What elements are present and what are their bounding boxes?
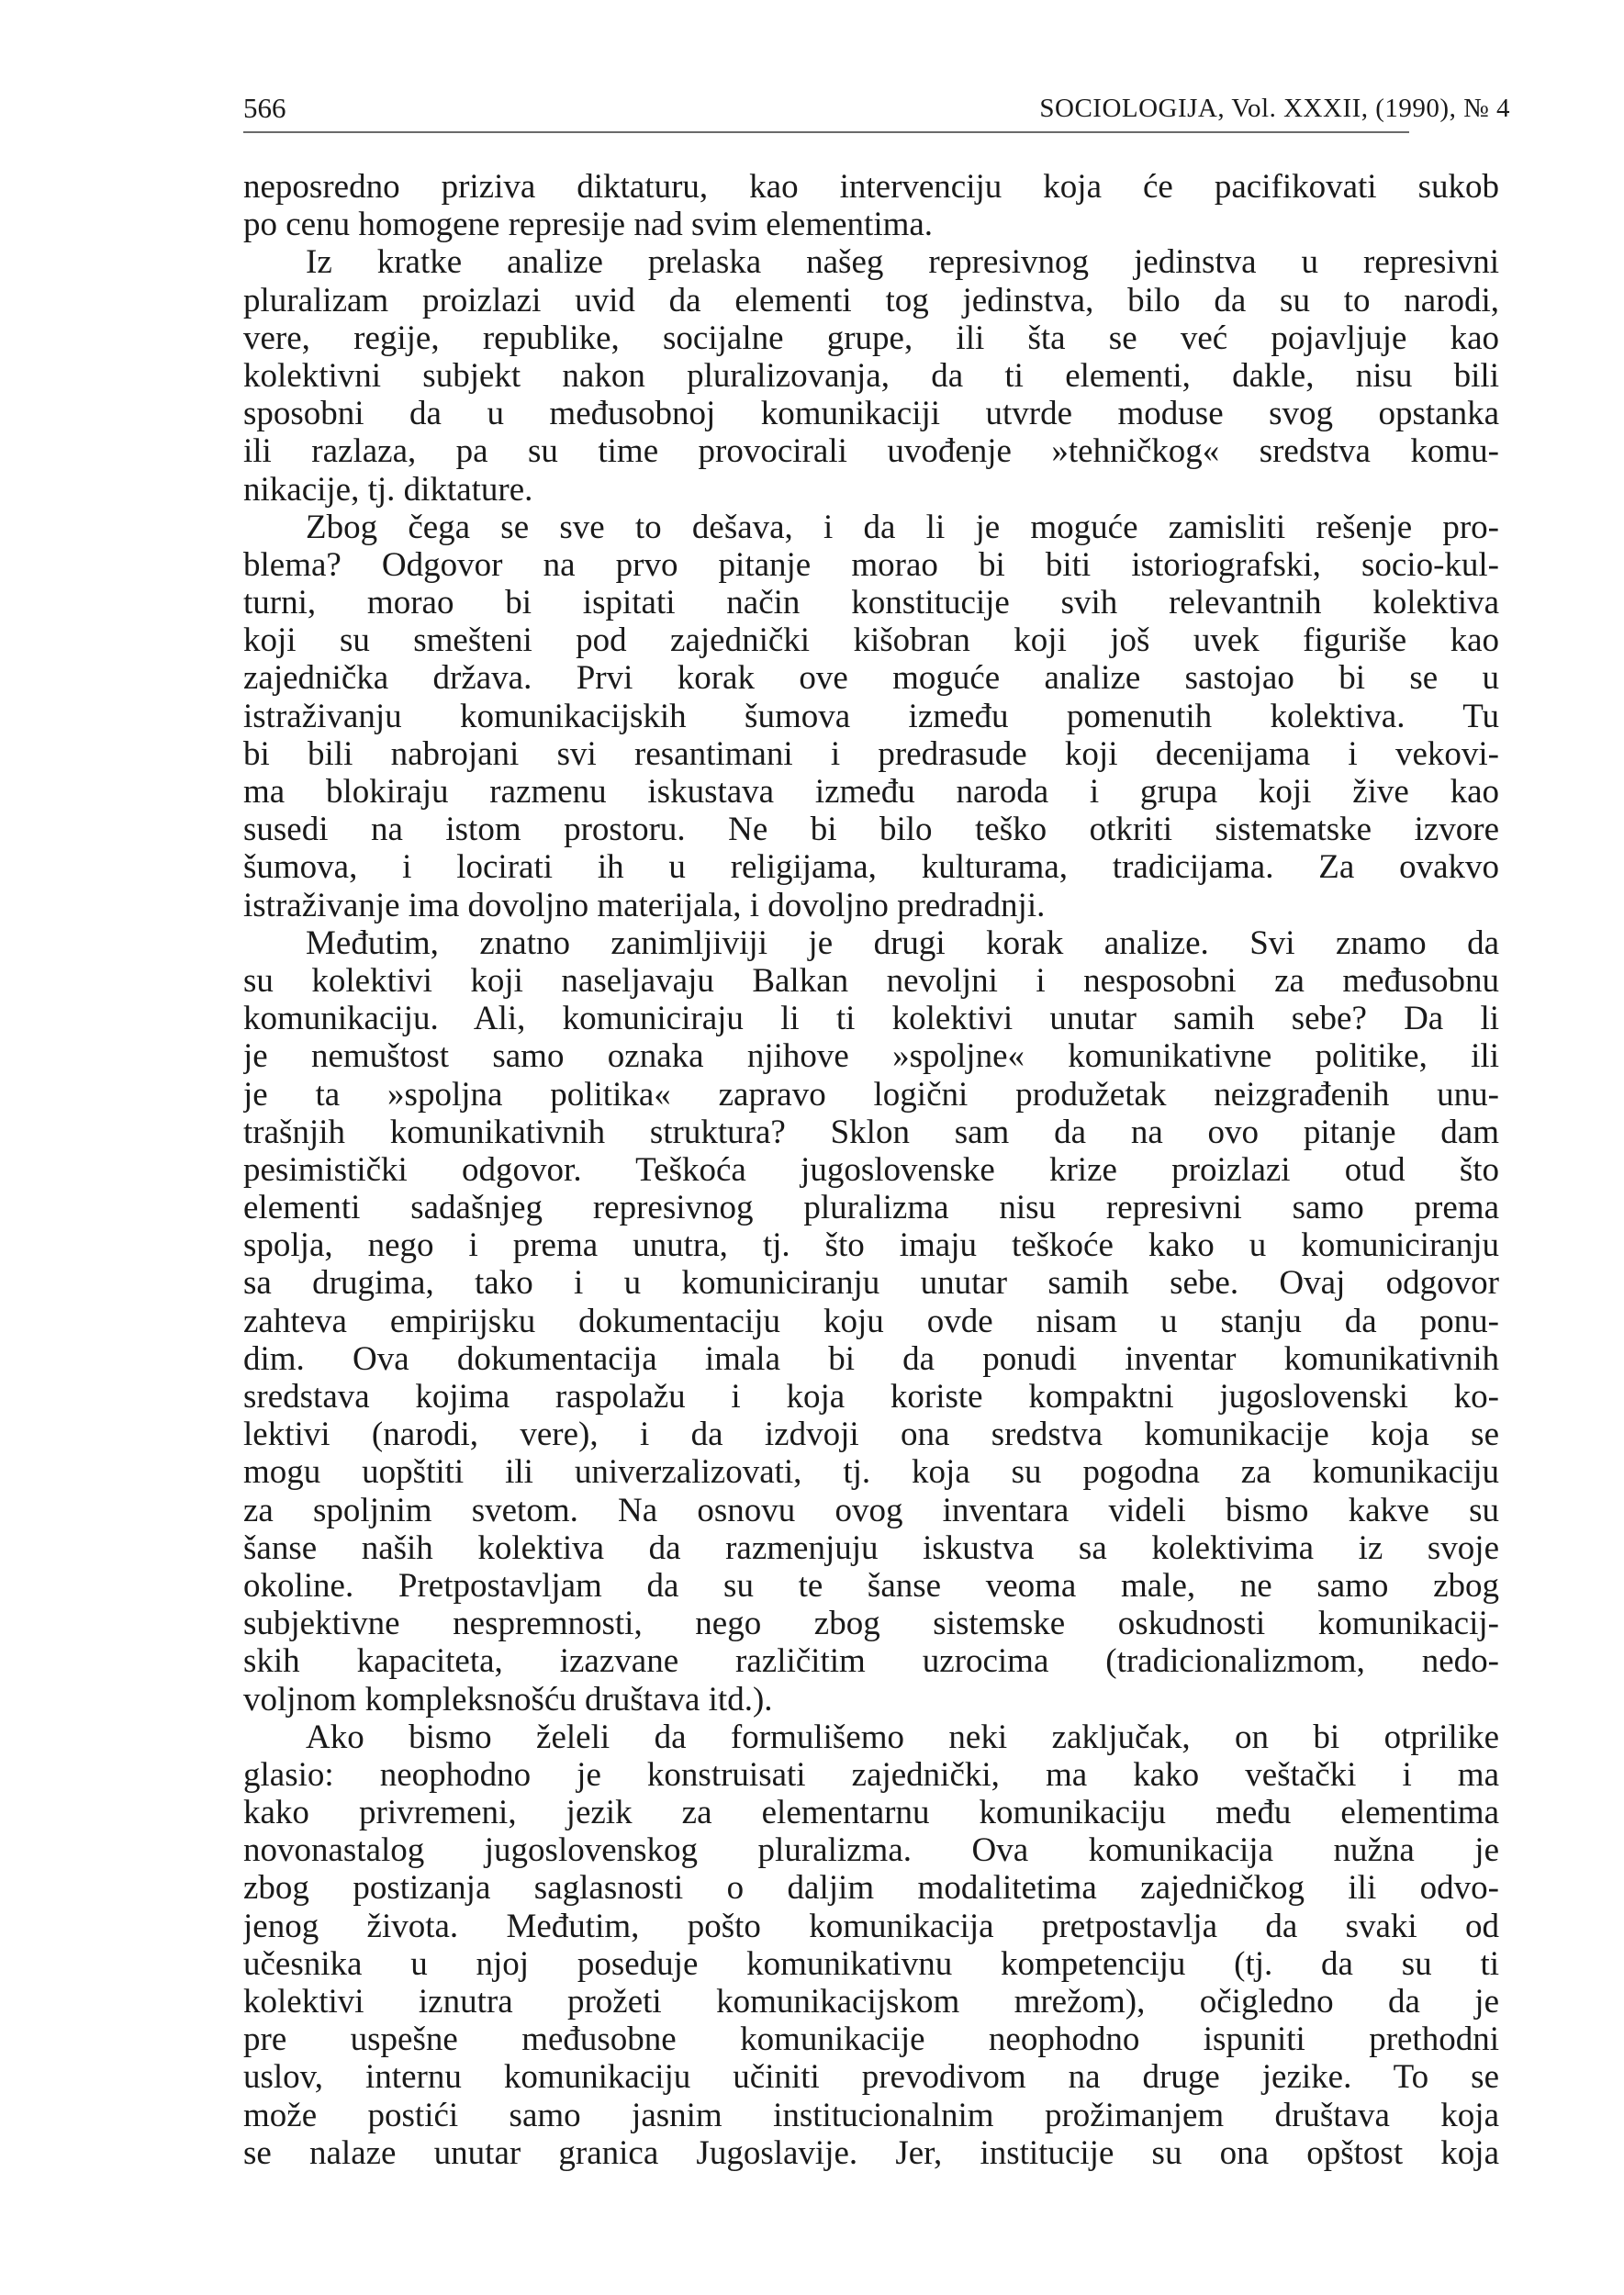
text-line: učesnika u njoj poseduje komunikativnu kompetenciju (tj. da su ti (243, 1944, 1499, 1983)
paragraph (243, 1718, 1499, 2172)
header-rule (243, 131, 1409, 133)
text-line: uslov, internu komunikaciju učiniti prevodivom na druge jezike. To se (243, 2058, 1499, 2097)
text-line: okoline. Pretpostavljam da su te šanse veoma male, ne samo zbog (243, 1566, 1499, 1605)
text-line: može postići samo jasnim institucionalnim prožimanjem društava koja (243, 2096, 1499, 2134)
text-line: elementi sadašnjeg represivnog pluralizma nisu represivni samo prema (243, 1189, 1499, 1227)
text-line: zbog postizanja saglasnosti o daljim modalitetima zajedničkog ili odvo- (243, 1869, 1499, 1908)
text-line: nikacije, tj. diktature. (243, 470, 533, 509)
page-header (243, 92, 1510, 129)
text-line: lektivi (narodi, vere), i da izdvoji ona sredstva komunikacije koja se (243, 1416, 1499, 1454)
paragraph (243, 243, 1499, 508)
text-line: dim. Ova dokumentacija imala bi da ponudi inventar komunikativnih (243, 1339, 1499, 1378)
text-line: sredstava kojima raspolažu i koja koriste kompaktni jugoslovenski ko- (243, 1378, 1499, 1416)
text-line: voljnom kompleksnošću društava itd.). (243, 1680, 773, 1718)
text-line: novonastalog jugoslovenskog pluralizma. Ova komunikacija nužna je (243, 1831, 1499, 1870)
text-line: jenog života. Međutim, pošto komunikacija pretpostavlja da svaki od (243, 1907, 1499, 1945)
text-line: turni, morao bi ispitati način konstitucije svih relevantnih kolektiva (243, 584, 1499, 622)
text-line: susedi na istom prostoru. Ne bi bilo teško otkriti sistematske izvore (243, 811, 1499, 849)
text-line: istraživanje ima dovoljno materijala, i dovoljno predradnji. (243, 886, 1046, 924)
body-text (243, 168, 1499, 2172)
text-line: koji su smešteni pod zajednički kišobran koji još uvek figuriše kao (243, 621, 1499, 660)
text-line: glasio: neophodno je konstruisati zajednički, ma kako veštački i ma (243, 1755, 1499, 1794)
text-line: kako privremeni, jezik za elementarnu komunikaciju među elementima (243, 1794, 1499, 1832)
text-line: se nalaze unutar granica Jugoslavije. Jer, institucije su ona opštost koja (243, 2133, 1499, 2172)
text-line: za spoljnim svetom. Na osnovu ovog inventara videli bismo kakve su (243, 1491, 1499, 1529)
text-line: spolja, nego i prema unutra, tj. što imaju teškoće kako u komuniciranju (243, 1226, 1499, 1265)
text-line: Međutim, znatno zanimljiviji je drugi korak analize. Svi znamo da (306, 924, 1499, 962)
text-line: sposobni da u međusobnoj komunikaciji utvrde moduse svog opstanka (243, 395, 1499, 433)
paragraph (243, 924, 1499, 1718)
text-line: mogu uopštiti ili univerzalizovati, tj. koja su pogodna za komunikaciju (243, 1453, 1499, 1492)
paragraph (243, 168, 1499, 243)
text-line: kolektivni subjekt nakon pluralizovanja, da ti elementi, dakle, nisu bili (243, 356, 1499, 395)
text-line: ma blokiraju razmenu iskustava između naroda i grupa koji žive kao (243, 773, 1499, 811)
text-line: je nemuštost samo oznaka njihove »spoljne« komunikativne politike, ili (243, 1037, 1499, 1076)
text-line: šanse naših kolektiva da razmenjuju iskustva sa kolektivima iz svoje (243, 1528, 1499, 1567)
running-head: SOCIOLOGIJA, Vol. XXXII, (1990), № 4 (1039, 94, 1510, 123)
text-line: trašnjih komunikativnih struktura? Sklon sam da na ovo pitanje dam (243, 1113, 1499, 1151)
text-line: bi bili nabrojani svi resantimani i predrasude koji decenijama i vekovi- (243, 734, 1499, 773)
text-line: subjektivne nespremnosti, nego zbog sistemske oskudnosti komunikacij- (243, 1605, 1499, 1643)
text-line: pesimistički odgovor. Teškoća jugoslovenske krize proizlazi otud što (243, 1150, 1499, 1189)
text-line: Zbog čega se sve to dešava, i da li je moguće zamisliti rešenje pro- (306, 508, 1499, 546)
text-line: vere, regije, republike, socijalne grupe, ili šta se već pojavljuje kao (243, 319, 1499, 357)
paragraph (243, 509, 1499, 924)
text-line: zahteva empirijsku dokumentaciju koju ovde nisam u stanju da ponu- (243, 1302, 1499, 1340)
text-line: je ta »spoljna politika« zapravo logični produžetak neizgrađenih unu- (243, 1075, 1499, 1114)
text-line: pluralizam proizlazi uvid da elementi tog jedinstva, bilo da su to narodi, (243, 281, 1499, 319)
text-line: kolektivi iznutra prožeti komunikacijskom mrežom), očigledno da je (243, 1983, 1499, 2021)
text-line: Ako bismo želeli da formulišemo neki zaključak, on bi otprilike (306, 1718, 1499, 1756)
text-line: ili razlaza, pa su time provocirali uvođenje »tehničkog« sredstva komu- (243, 432, 1499, 471)
text-line: neposredno priziva diktaturu, kao intervenciju koja će pacifikovati sukob (243, 168, 1499, 206)
text-line: skih kapaciteta, izazvane različitim uzrocima (tradicionalizmom, nedo- (243, 1642, 1499, 1681)
text-line: po cenu homogene represije nad svim elementima. (243, 206, 934, 244)
text-line: sa drugima, tako i u komuniciranju unutar samih sebe. Ovaj odgovor (243, 1264, 1499, 1303)
text-line: su kolektivi koji naseljavaju Balkan nevoljni i nesposobni za međusobnu (243, 961, 1499, 1000)
text-line: blema? Odgovor na prvo pitanje morao bi biti istoriografski, socio-kul- (243, 545, 1499, 584)
text-line: komunikaciju. Ali, komuniciraju li ti kolektivi unutar samih sebe? Da li (243, 1000, 1499, 1038)
page-number: 566 (243, 92, 286, 124)
text-line: pre uspešne međusobne komunikacije neophodno ispuniti prethodni (243, 2021, 1499, 2059)
text-line: šumova, i locirati ih u religijama, kulturama, tradicijama. Za ovakvo (243, 848, 1499, 887)
text-line: Iz kratke analize prelaska našeg represivnog jedinstva u represivni (306, 243, 1499, 282)
text-line: istraživanju komunikacijskih šumova između pomenutih kolektiva. Tu (243, 697, 1499, 735)
text-line: zajednička država. Prvi korak ove moguće analize sastojao bi se u (243, 659, 1499, 698)
